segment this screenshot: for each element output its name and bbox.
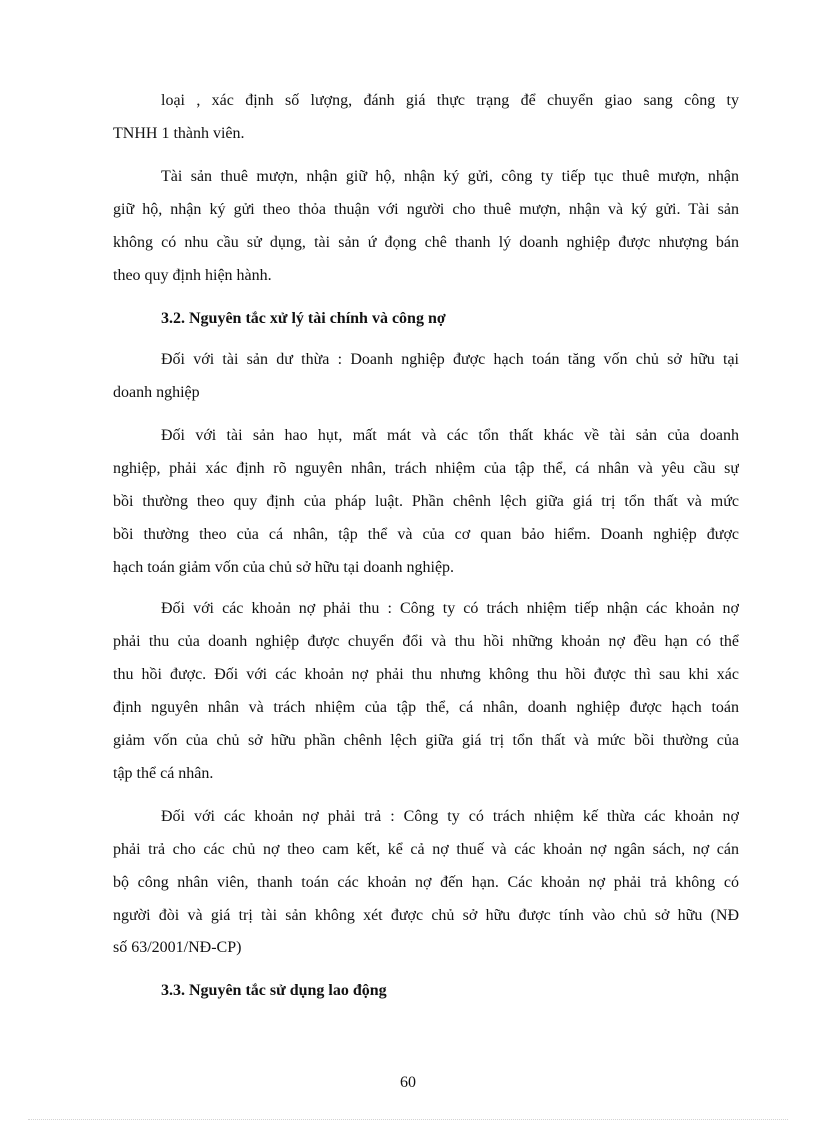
paragraph-line: loại , xác định số lượng, đánh giá thực trạng để chuyển giao sang công ty <box>161 92 739 109</box>
page-number: 60 <box>400 1074 416 1091</box>
paragraph-line: bồi thường theo quy định của pháp luật. Phần chênh lệch giữa giá trị tổn thất và mức <box>113 493 739 510</box>
paragraph-line: người đòi và giá trị tài sản không xét được chủ sở hữu được tính vào chủ sở hữu (NĐ <box>113 907 739 924</box>
paragraph-line: định nguyên nhân và trách nhiệm của tập thể, cá nhân, doanh nghiệp được hạch toán <box>113 699 739 716</box>
paragraph-line: phải trả cho các chủ nợ theo cam kết, kể cả nợ thuế và các khoản nợ ngân sách, nợ cán <box>113 841 739 858</box>
paragraph-line: thu hồi được. Đối với các khoản nợ phải thu nhưng không thu hồi được thì sau khi xác <box>113 666 739 683</box>
section-heading: 3.3. Nguyên tắc sử dụng lao động <box>161 982 387 999</box>
paragraph-line: giữ hộ, nhận ký gửi theo thỏa thuận với người cho thuê mượn, nhận và ký gửi. Tài sản <box>113 201 739 218</box>
paragraph-line: hạch toán giảm vốn của chủ sở hữu tại doanh nghiệp. <box>113 559 455 576</box>
paragraph-line: phải thu của doanh nghiệp được chuyển đổi và thu hồi những khoản nợ đều hạn có thể <box>113 633 739 650</box>
paragraph-line: Đối với các khoản nợ phải trả : Công ty có trách nhiệm kế thừa các khoản nợ <box>161 808 739 825</box>
paragraph-line: bồi thường theo của cá nhân, tập thể và của cơ quan bảo hiểm. Doanh nghiệp được <box>113 526 739 543</box>
page-boundary-rule <box>28 1119 788 1120</box>
paragraph-line: Tài sản thuê mượn, nhận giữ hộ, nhận ký gửi, công ty tiếp tục thuê mượn, nhận <box>161 168 739 185</box>
paragraph-line: giảm vốn của chủ sở hữu phần chênh lệch giữa giá trị tổn thất và mức bồi thường của <box>113 732 739 749</box>
paragraph-line: theo quy định hiện hành. <box>113 267 272 284</box>
paragraph-line: bộ công nhân viên, thanh toán các khoản nợ đến hạn. Các khoản nợ phải trả không có <box>113 874 739 891</box>
paragraph-line: Đối với các khoản nợ phải thu : Công ty có trách nhiệm tiếp nhận các khoản nợ <box>161 600 739 617</box>
paragraph-line: Đối với tài sản dư thừa : Doanh nghiệp được hạch toán tăng vốn chủ sở hữu tại <box>161 351 739 368</box>
paragraph-line: TNHH 1 thành viên. <box>113 125 245 142</box>
paragraph-line: Đối với tài sản hao hụt, mất mát và các tổn thất khác về tài sản của doanh <box>161 427 739 444</box>
paragraph-line: số 63/2001/NĐ-CP) <box>113 939 242 956</box>
paragraph-line: không có nhu cầu sử dụng, tài sản ứ đọng chê thanh lý doanh nghiệp được nhượng bán <box>113 234 739 251</box>
paragraph-line: doanh nghiệp <box>113 384 200 401</box>
paragraph-line: tập thể cá nhân. <box>113 765 214 782</box>
section-heading: 3.2. Nguyên tắc xử lý tài chính và công nợ <box>161 310 446 327</box>
paragraph-line: nghiệp, phải xác định rõ nguyên nhân, trách nhiệm của tập thể, cá nhân và yêu cầu sự <box>113 460 739 477</box>
